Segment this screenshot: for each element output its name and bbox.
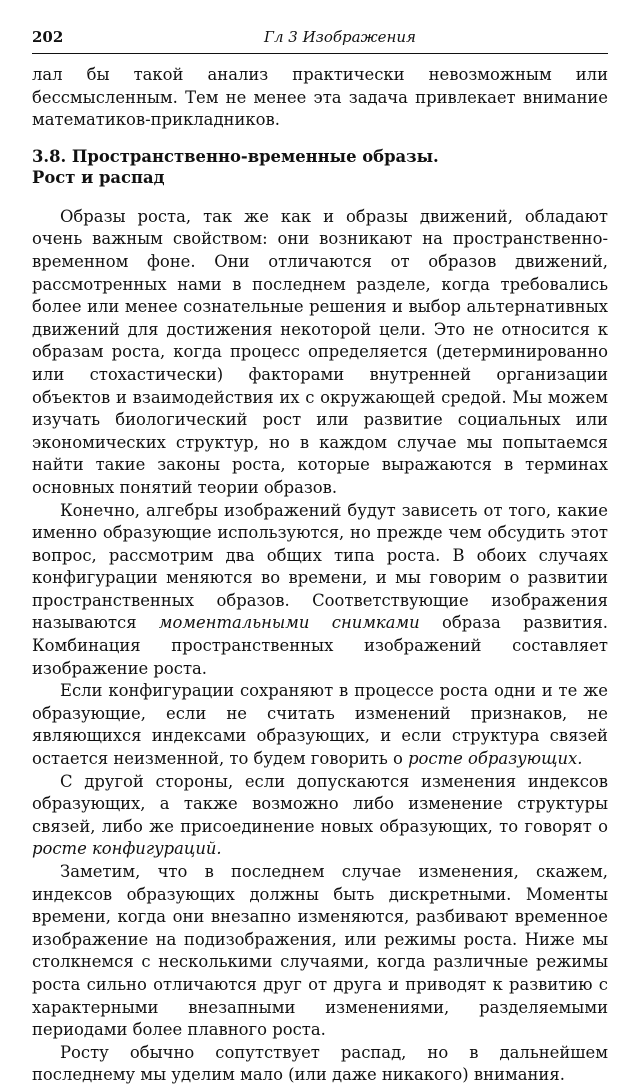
page-number: 202	[32, 28, 64, 46]
paragraph-2-text-a: Конечно, алгебры изображений будут зависеть от того, какие именно образующие используются, но прежде чем обсудить этот вопрос, рассмотрим два общих типа роста. В обоих случаях конфигурации меняются во времени, и мы говорим о развитии пространственных образов. Соответствующие изображения называются	[32, 500, 608, 633]
paragraph-1: Образы роста, так же как и образы движений, обладают очень важным свойством: они возникают на пространственно-временном фоне. Они отличаются от образов движений, рассмотренных нами в последнем разделе, когда требовались более или менее сознательные решения и выбор альтернативных движений для достижения некоторой цели. Это не относится к образам роста, когда процесс определяется (детерминированно или стохастически) факторами внутренней организации объектов и взаимодействия их с окружающей средой. Мы можем изучать биологический рост или развитие социальных или экономических структур, но в каждом случае мы попытаемся найти такие законы роста, которые выражаются в терминах основных понятий теории образов.	[32, 206, 608, 497]
page-body	[32, 64, 608, 1087]
paragraph-3	[32, 680, 608, 770]
paragraph-4-text: С другой стороны, если допускаются изменения индексов образующих, а также возможно либо изменение структуры связей, либо же присоединение новых образующих, то говорят о	[32, 771, 608, 836]
paragraph-4	[32, 771, 608, 861]
running-title: Гл 3 Изображения	[264, 28, 416, 46]
header-rule	[32, 53, 608, 54]
paragraph-2-emphasis: моментальными снимками	[158, 613, 420, 633]
carryover-paragraph: лал бы такой анализ практически невозможным или бессмысленным. Тем не менее эта задача привлекает внимание математиков-прикладников.	[32, 65, 608, 130]
paragraph-2	[32, 500, 608, 681]
section-title-line1: 3.8. Пространственно-временные образы.	[32, 146, 439, 166]
paragraph-6: Росту обычно сопутствует распад, но в дальнейшем последнему мы уделим мало (или даже никакого) внимания.	[32, 1042, 608, 1085]
paragraph-3-emphasis: росте образующих.	[408, 749, 583, 769]
paragraph-3-text: Если конфигурации сохраняют в процессе роста одни и те же образующие, если не считать изменений признаков, не являющихся индексами образующих, и если структура связей остается неизменной, то будем говорить о	[32, 681, 608, 769]
section-heading	[32, 146, 608, 188]
paragraph-5: Заметим, что в последнем случае изменения, скажем, индексов образующих должны быть дискретными. Моменты времени, когда они внезапно изменяются, разбивают временное изображение на подизображения, или режимы роста. Ниже мы столкнемся с несколькими случаями, когда различные режимы роста сильно отличаются друг от друга и приводят к развитию с характерными внезапными изменениями, разделяемыми периодами более плавного роста.	[32, 862, 608, 1040]
section-title-line2: Рост и распад	[32, 167, 165, 187]
paragraph-2-text-b: образа развития. Комбинация пространственных изображений составляет изображение роста.	[32, 613, 608, 678]
paragraph-4-emphasis: росте конфигураций.	[32, 839, 222, 859]
page-header	[32, 20, 608, 50]
